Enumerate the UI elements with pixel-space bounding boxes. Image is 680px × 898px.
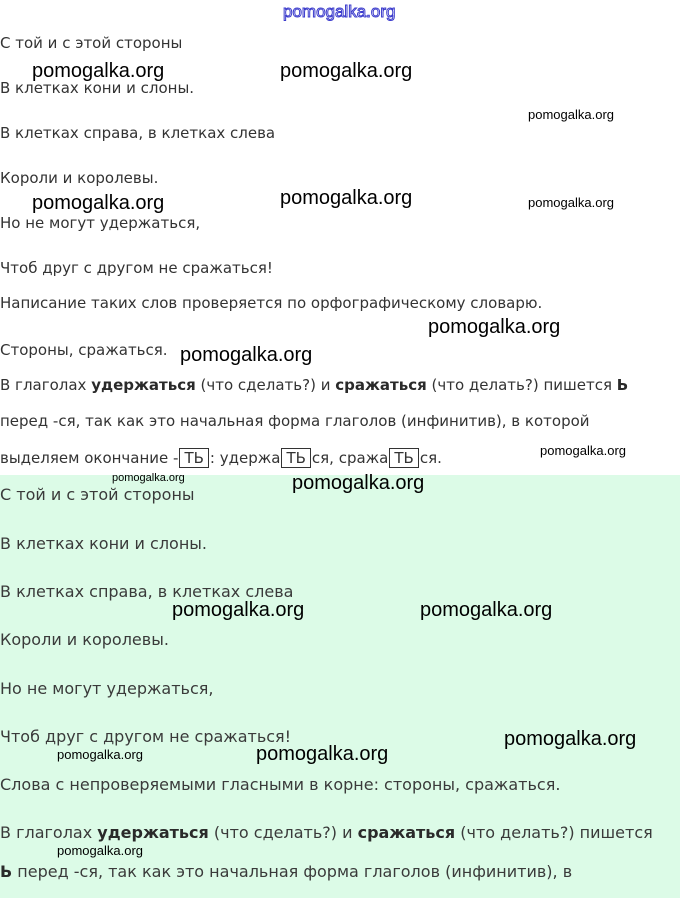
watermark: pomogalka.org	[428, 316, 561, 338]
rule-text: В глаголах	[0, 376, 92, 394]
rule-line-1	[0, 375, 628, 395]
verb-bold: сражаться	[335, 376, 427, 394]
poem-line-3: В клетках справа, в клетках слева	[0, 124, 276, 142]
watermark: pomogalka.org	[540, 443, 626, 458]
rule-text: ся, сража	[311, 449, 389, 467]
watermark: pomogalka.org	[528, 195, 614, 210]
poem-line-2: В клетках кони и слоны.	[0, 534, 208, 553]
dictionary-words: Стороны, сражаться.	[0, 341, 168, 359]
watermark: pomogalka.org	[32, 60, 165, 82]
ending-box: ТЬ	[179, 448, 208, 468]
watermark: pomogalka.org	[112, 472, 185, 484]
poem-line-6: Чтоб друг с другом не сражаться!	[0, 259, 273, 277]
poem-line-1: С той и с этой стороны	[0, 34, 183, 52]
soft-sign-bold: Ь	[0, 862, 13, 881]
rule-text: (что делать?) пишется	[455, 823, 653, 842]
watermark-top: pomogalka.org	[283, 2, 396, 21]
rule-text: (что делать?) пишется	[426, 376, 617, 394]
poem-line-3: В клетках справа, в клетках слева	[0, 582, 294, 601]
watermark: pomogalka.org	[280, 187, 413, 209]
watermark: pomogalka.org	[292, 472, 425, 494]
watermark: pomogalka.org	[256, 743, 389, 765]
explanation-dictionary: Написание таких слов проверяется по орфографическому словарю.	[0, 294, 543, 312]
rule-line-2: перед -ся, так как это начальная форма глаголов (инфинитив), в которой	[0, 412, 590, 430]
rule-line-2	[0, 862, 572, 882]
soft-sign-bold: Ь	[616, 376, 629, 394]
watermark: pomogalka.org	[420, 599, 553, 621]
rule-text: : удержа	[209, 449, 281, 467]
watermark: pomogalka.org	[504, 728, 637, 750]
poem-line-4: Короли и королевы.	[0, 630, 169, 649]
ending-box: ТЬ	[389, 448, 418, 468]
rule-text: (что сделать?) и	[195, 376, 336, 394]
watermark: pomogalka.org	[528, 107, 614, 122]
verb-bold: удержаться	[97, 823, 209, 842]
verb-bold: сражаться	[357, 823, 456, 842]
poem-line-1: С той и с этой стороны	[0, 485, 195, 504]
watermark: pomogalka.org	[172, 599, 305, 621]
rule-text: ся.	[419, 449, 442, 467]
watermark: pomogalka.org	[180, 344, 313, 366]
poem-line-6: Чтоб друг с другом не сражаться!	[0, 727, 292, 746]
poem-line-5: Но не могут удержаться,	[0, 679, 214, 698]
rule-line-3	[0, 448, 442, 468]
watermark: pomogalka.org	[280, 60, 413, 82]
unverifiable-vowels: Слова с непроверяемыми гласными в корне: стороны, сражаться.	[0, 775, 561, 794]
verb-bold: удержаться	[91, 376, 196, 394]
watermark: pomogalka.org	[32, 192, 165, 214]
poem-line-2: В клетках кони и слоны.	[0, 79, 195, 97]
rule-text: перед -ся, так как это начальная форма глаголов (инфинитив), в	[12, 862, 573, 881]
watermark: pomogalka.org	[57, 747, 143, 762]
rule-text: выделяем окончание -	[0, 449, 179, 467]
rule-text: В глаголах	[0, 823, 98, 842]
rule-text: (что сделать?) и	[208, 823, 358, 842]
rule-line-1	[0, 823, 653, 843]
watermark: pomogalka.org	[57, 843, 143, 858]
ending-box: ТЬ	[281, 448, 310, 468]
poem-line-5: Но не могут удержаться,	[0, 214, 201, 232]
poem-line-4: Короли и королевы.	[0, 169, 159, 187]
